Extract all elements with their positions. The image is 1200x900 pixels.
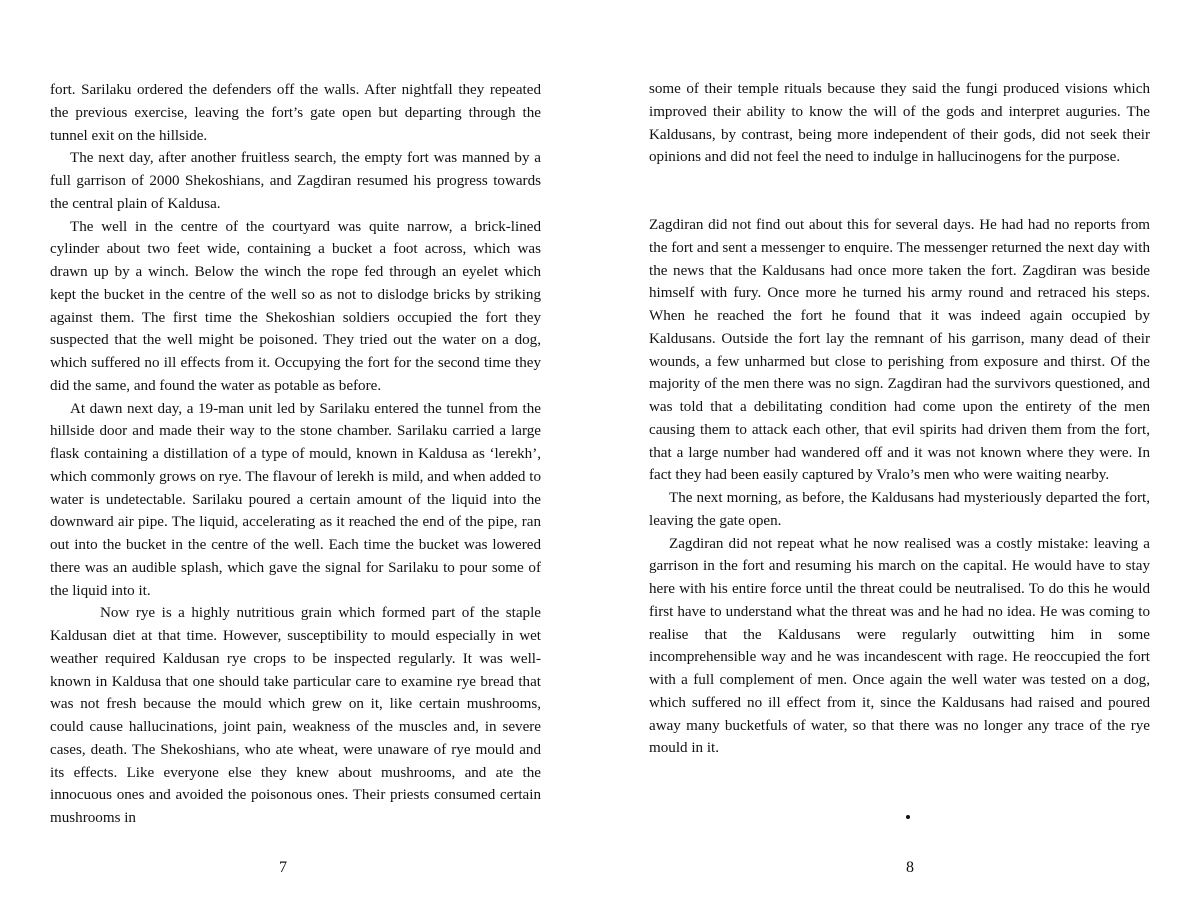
paragraph: Zagdiran did not repeat what he now realised was a costly mistake: leaving a garrison in the fort and resuming his march on the capital. He would have to stay here with his entire force until the threat could be neutralised. To do this he would first have to understand what the threat was and he had no idea. He was coming to realise that the Kaldusans were regularly outwitting him in some incomprehensible way and he was incandescent with rage. He reoccupied the fort with a full complement of men. Once again the well water was tested on a dog, which suffered no ill effect from it, since the Kaldusans had raised and poured away many bucketfuls of water, so that there was no longer any trace of the rye mould in it. bbox=[649, 535, 1150, 757]
right-page bbox=[600, 0, 1200, 900]
left-page-text bbox=[50, 79, 541, 830]
paragraph: The well in the centre of the courtyard was quite narrow, a brick-lined cylinder about two feet wide, containing a bucket a foot across, which was drawn up by a winch. Below the winch the rope fed through an eyelet which kept the bucket in the centre of the well so as not to dislodge bricks by striking against them. The first time the Shekoshian soldiers occupied the fort they suspected that the well might be poisoned. They tried out the water on a dog, which suffered no ill effects from it. Occupying the fort for the second time they did the same, and found the water as potable as before. bbox=[50, 218, 541, 394]
paragraph: The next morning, as before, the Kaldusans had mysteriously departed the fort, leaving the gate open. bbox=[649, 490, 1150, 529]
right-page-text-top bbox=[649, 78, 1150, 169]
paragraph: Zagdiran did not find out about this for several days. He had had no reports from the fort and sent a messenger to enquire. The messenger returned the next day with the news that the Kaldusans had once more taken the fort. Zagdiran was beside himself with fury. Once more he turned his army round and retraced his steps. When he reached the fort he found that it was indeed again occupied by Kaldusans. Outside the fort lay the remnant of his garrison, many dead of their wounds, a few unharmed but close to perishing from exposure and thirst. Of the majority of the men there was no sign. Zagdiran had the survivors questioned, and was told that a debilitating condition had come upon the entirety of the men causing them to attack each other, that evil spirits had driven them from the fort, that a large number had wandered off and it was not known where they were. In fact they had been easily captured by Vralo’s men who were waiting nearby. bbox=[649, 217, 1150, 484]
page-number-right: 8 bbox=[906, 859, 914, 876]
page-number-left: 7 bbox=[279, 859, 287, 876]
paragraph: Now rye is a highly nutritious grain which formed part of the staple Kaldusan diet at that time. However, susceptibility to mould especially in wet weather required Kaldusan rye crops to be inspected regularly. It was well-known in Kaldusa that one should take particular care to examine rye bread that was not fresh because the mould which grew on it, like certain mushrooms, could cause hallucinations, joint pain, weakness of the muscles and, in severe cases, death. The Shekoshians, who ate wheat, were unaware of rye mould and its effects. Like everyone else they knew about mushrooms, and ate the innocuous ones and avoided the poisonous ones. Their priests consumed certain mushrooms in bbox=[50, 605, 541, 826]
paragraph: At dawn next day, a 19-man unit led by Sarilaku entered the tunnel from the hillside door and made their way to the stone chamber. Sarilaku carried a large flask containing a distillation of a type of mould, known in Kaldusa as ‘lerekh’, which commonly grows on rye. The flavour of lerekh is mild, and when added to water is undetectable. Sarilaku poured a certain amount of the liquid into the downward air pipe. The liquid, accelerating as it reached the end of the pipe, ran out into the bucket in the centre of the well. Each time the bucket was lowered there was an audible splash, which gave the signal for Sarilaku to pour some of the liquid into it. bbox=[50, 400, 541, 599]
paragraph: some of their temple rituals because they said the fungi produced visions which improved their ability to know the will of the gods and interpret auguries. The Kaldusans, by contrast, being more independent of their gods, did not seek their opinions and did not feel the need to indulge in hallucinogens for the purpose. bbox=[649, 81, 1150, 166]
paragraph: fort. Sarilaku ordered the defenders off the walls. After nightfall they repeated the previous exercise, leaving the fort’s gate open but departing through the tunnel exit on the hillside. bbox=[50, 82, 541, 144]
section-break-dot bbox=[906, 815, 910, 819]
paragraph: The next day, after another fruitless search, the empty fort was manned by a full garrison of 2000 Shekoshians, and Zagdiran resumed his progress towards the central plain of Kaldusa. bbox=[50, 150, 541, 212]
right-page-text-bottom bbox=[649, 214, 1150, 760]
